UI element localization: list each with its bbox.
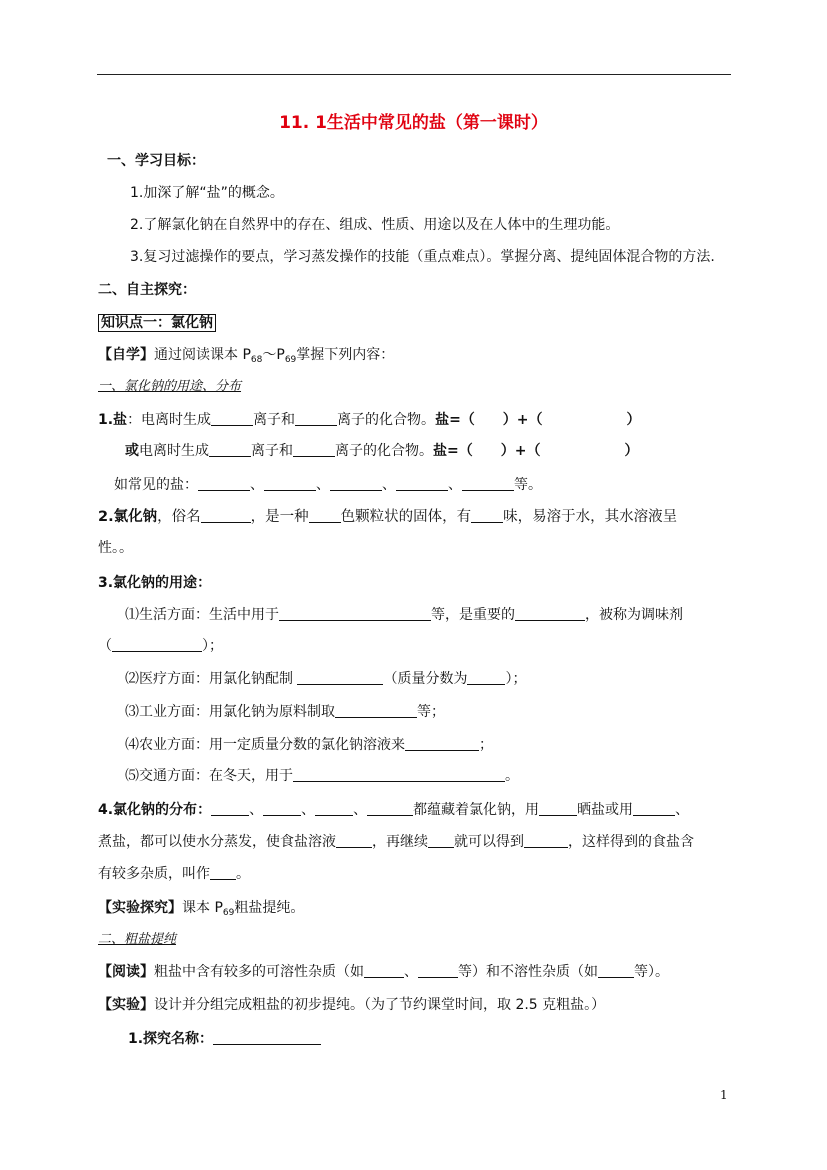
question-2-line-b: 性。。	[98, 540, 133, 556]
blank[interactable]	[198, 476, 250, 491]
question-3-life-paren: （ ）；	[98, 638, 223, 654]
blank[interactable]	[201, 508, 251, 523]
blank[interactable]	[210, 865, 236, 880]
question-3-agriculture: ⑷农业方面：用一定质量分数的氯化钠溶液来 ；	[125, 737, 493, 753]
blank[interactable]	[264, 476, 316, 491]
experiment-line: 【实验】设计并分组完成粗盐的初步提纯。（为了节约课堂时间，取 2.5 克粗盐。）	[98, 997, 606, 1013]
blank[interactable]	[524, 833, 568, 848]
explore-name-line: 1.探究名称：	[128, 1029, 321, 1049]
section-heading-goals: 一、学习目标：	[107, 153, 205, 169]
question-1-line-a: 1.盐：电离时生成 离子和 离子的化合物。盐=（ ）+（ ）	[98, 412, 641, 428]
question-1-line-b: 或电离时生成 离子和 离子的化合物。盐=（ ）+（ ）	[125, 443, 639, 459]
blank[interactable]	[293, 442, 335, 457]
blank[interactable]	[263, 801, 301, 816]
blank[interactable]	[367, 801, 413, 816]
blank[interactable]	[336, 833, 372, 848]
blank[interactable]	[315, 801, 353, 816]
blank[interactable]	[309, 508, 341, 523]
blank[interactable]	[405, 736, 479, 751]
blank[interactable]	[364, 963, 404, 978]
subsection-crude-salt: 二、粗盐提纯	[98, 932, 177, 947]
question-3-life: ⑴生活方面：生活中用于 等，是重要的 ，被称为调味剂	[125, 607, 683, 623]
blank[interactable]	[598, 963, 634, 978]
blank[interactable]	[211, 801, 249, 816]
blank[interactable]	[279, 606, 431, 621]
section-heading-explore: 二、自主探究：	[98, 282, 196, 298]
blank[interactable]	[335, 703, 417, 718]
question-3-transport: ⑸交通方面：在冬天，用于 。	[125, 768, 519, 784]
question-4-line-c: 有较多杂质，叫作 。	[98, 866, 250, 882]
question-4-line-b: 煮盐，都可以使水分蒸发，使食盐溶液 ，再继续 就可以得到 ，这样得到的食盐含	[98, 834, 694, 850]
self-study-line: 【自学】通过阅读课本 $P_{68}\sim P_{69}$掌握下列内容：	[98, 347, 395, 365]
blank[interactable]	[112, 637, 202, 652]
knowledge-point-box: 知识点一：氯化钠	[98, 313, 216, 333]
blank[interactable]	[213, 1030, 321, 1045]
blank[interactable]	[209, 442, 251, 457]
experiment-explore-line: 【实验探究】课本 $P_{69}$粗盐提纯。	[98, 900, 305, 918]
question-3-industry: ⑶工业方面：用氯化钠为原料制取 等；	[125, 704, 445, 720]
blank[interactable]	[418, 963, 458, 978]
blank[interactable]	[428, 833, 454, 848]
goal-item-1: 1.加深了解“盐”的概念。	[130, 185, 284, 201]
question-3-medical: ⑵医疗方面：用氯化钠配制 （质量分数为 ）；	[125, 671, 527, 687]
blank[interactable]	[462, 476, 514, 491]
goal-item-3: 3.复习过滤操作的要点，学习蒸发操作的技能（重点难点）。掌握分离、提纯固体混合物的方法.	[130, 249, 715, 265]
question-3-heading: 3.氯化钠的用途：	[98, 575, 212, 591]
page-number: 1	[720, 1088, 728, 1102]
blank[interactable]	[293, 767, 505, 782]
blank[interactable]	[297, 670, 383, 685]
goal-item-2: 2.了解氯化钠在自然界中的存在、组成、性质、用途以及在人体中的生理功能。	[130, 217, 620, 233]
blank[interactable]	[396, 476, 448, 491]
subsection-uses-distribution: 一、氯化钠的用途、分布	[98, 379, 242, 394]
header-rule	[97, 74, 731, 75]
blank[interactable]	[515, 606, 585, 621]
question-4-line-a: 4.氯化钠的分布： 、 、 、 都蕴藏着氯化钠，用 晒盐或用 、	[98, 802, 690, 818]
blank[interactable]	[471, 508, 503, 523]
blank[interactable]	[467, 670, 505, 685]
blank[interactable]	[633, 801, 675, 816]
reading-line: 【阅读】粗盐中含有较多的可溶性杂质（如 、 等）和不溶性杂质（如 等）。	[98, 964, 669, 980]
blank[interactable]	[211, 411, 253, 426]
question-1-common-salts: 如常见的盐： 、 、 、 、 等。	[114, 477, 542, 493]
blank[interactable]	[330, 476, 382, 491]
document-title: 11. 1生活中常见的盐（第一课时）	[279, 113, 548, 133]
blank[interactable]	[295, 411, 337, 426]
blank[interactable]	[539, 801, 577, 816]
question-2-line-a: 2.氯化钠，俗名 ，是一种 色颗粒状的固体，有 味，易溶于水，其水溶液呈	[98, 509, 678, 525]
